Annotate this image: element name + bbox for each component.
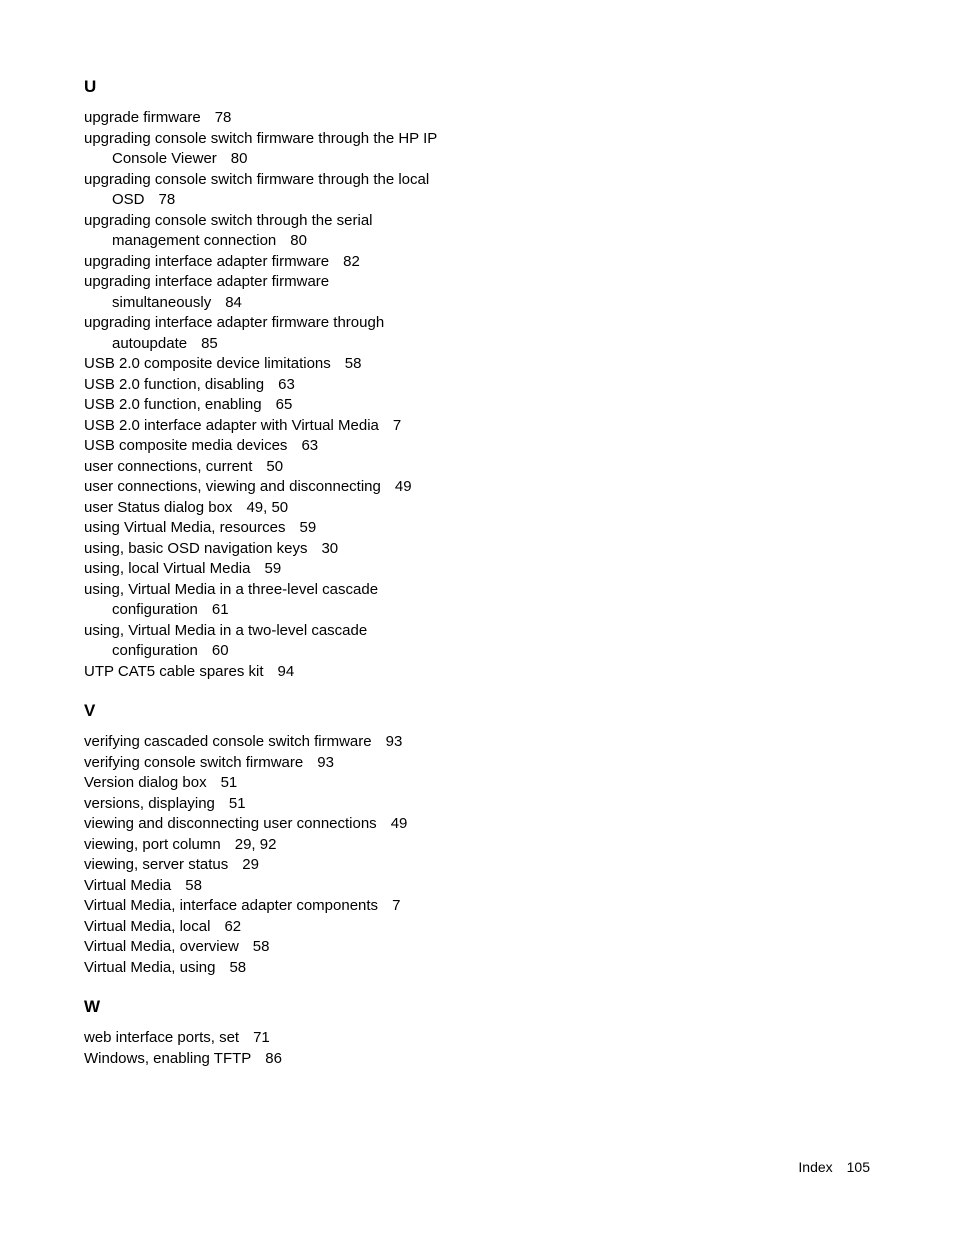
index-entry <box>84 732 464 753</box>
entry-page-ref: 58 <box>344 355 362 372</box>
index-entry <box>84 211 464 252</box>
entry-page-ref: 86 <box>265 1049 282 1067</box>
entry-page-ref: 50 <box>266 457 284 475</box>
entry-page-ref: 60 <box>211 642 229 659</box>
entry-page-ref: 93 <box>385 733 403 750</box>
entry-text: web interface ports, set <box>84 1029 240 1046</box>
entry-text: upgrading interface adapter firmware through <box>84 314 385 331</box>
entry-text: versions, displaying <box>84 794 215 812</box>
entry-page-ref: 59 <box>264 560 282 577</box>
entry-text: viewing, port column <box>84 835 221 853</box>
entry-line <box>84 375 464 396</box>
entry-line <box>84 211 464 232</box>
entry-line <box>84 272 464 293</box>
entry-line <box>84 917 464 938</box>
section-letter: U <box>84 77 97 96</box>
index-entry <box>84 1028 464 1049</box>
entry-text: USB 2.0 composite device limitations <box>84 355 331 372</box>
index-entry <box>84 855 464 876</box>
entry-text: verifying console switch firmware <box>84 753 304 771</box>
entry-text: upgrading interface adapter firmware <box>84 273 330 290</box>
entry-page-ref: 58 <box>252 938 270 955</box>
entry-text: UTP CAT5 cable spares kit <box>84 662 264 680</box>
index-entry <box>84 498 464 519</box>
entry-text: upgrading console switch through the serial <box>84 211 373 229</box>
entry-text: USB composite media devices <box>84 437 288 454</box>
index-entry <box>84 108 464 129</box>
entry-continuation-line <box>84 149 464 170</box>
entry-line <box>84 732 464 753</box>
index-column <box>84 76 464 1069</box>
index-entry <box>84 354 464 375</box>
index-entry <box>84 252 464 273</box>
index-section <box>84 996 464 1069</box>
entry-continuation-line <box>84 641 464 662</box>
entry-continuation-line <box>84 190 464 211</box>
entry-page-ref: 49 <box>394 478 412 495</box>
entry-page-ref: 82 <box>343 252 360 270</box>
entry-text: Virtual Media <box>84 876 172 894</box>
entry-text: USB 2.0 function, disabling <box>84 375 265 393</box>
entry-text: Virtual Media, interface adapter components <box>84 897 379 914</box>
entry-text: using, basic OSD navigation keys <box>84 539 308 557</box>
index-entry <box>84 814 464 835</box>
entry-continuation-line <box>84 334 464 355</box>
entry-line <box>84 662 464 683</box>
entry-line <box>84 457 464 478</box>
entry-line <box>84 1028 464 1049</box>
entry-page-ref: 59 <box>299 519 317 536</box>
entry-text: user connections, viewing and disconnecting <box>84 478 381 495</box>
entry-text: Console Viewer <box>112 150 217 167</box>
entry-continuation-line <box>84 231 464 252</box>
index-entry <box>84 917 464 938</box>
entry-page-ref: 85 <box>201 334 218 352</box>
entry-text: configuration <box>112 601 198 618</box>
entry-line <box>84 252 464 273</box>
entry-line <box>84 313 464 334</box>
entry-text: simultaneously <box>112 293 212 311</box>
entry-page-ref: 51 <box>220 774 238 791</box>
entry-text: viewing and disconnecting user connections <box>84 815 377 832</box>
entry-line <box>84 835 464 856</box>
index-entry <box>84 958 464 979</box>
entry-page-ref: 80 <box>290 232 307 249</box>
entry-page-ref: 49 <box>390 815 408 832</box>
entry-page-ref: 58 <box>185 876 202 894</box>
index-entry <box>84 457 464 478</box>
entry-line <box>84 395 464 416</box>
index-entry <box>84 937 464 958</box>
entry-page-ref: 29 <box>242 856 259 873</box>
entry-page-ref: 63 <box>278 375 295 393</box>
entry-line <box>84 814 464 835</box>
entry-page-ref: 30 <box>321 539 339 557</box>
entry-text: Virtual Media, using <box>84 958 216 976</box>
entry-text: upgrading console switch firmware through the local <box>84 170 430 188</box>
footer-label: Index <box>798 1159 833 1175</box>
entry-text: Virtual Media, local <box>84 917 211 935</box>
entry-text: USB 2.0 interface adapter with Virtual Media <box>84 416 379 434</box>
index-entry <box>84 272 464 313</box>
footer-page-number: 105 <box>846 1159 870 1175</box>
entry-page-ref: 84 <box>225 293 242 311</box>
section-letter: V <box>84 701 96 720</box>
entry-line <box>84 108 464 129</box>
entry-text: Virtual Media, overview <box>84 938 239 955</box>
index-entry <box>84 773 464 794</box>
index-entry <box>84 395 464 416</box>
entry-line <box>84 518 464 539</box>
entry-page-ref: 80 <box>230 150 248 167</box>
entry-text: using Virtual Media, resources <box>84 519 286 536</box>
entry-line <box>84 477 464 498</box>
entry-text: upgrading console switch firmware through the HP IP <box>84 129 438 147</box>
index-entry <box>84 539 464 560</box>
entry-page-ref: 7 <box>392 897 401 914</box>
page-footer <box>798 1157 870 1177</box>
entry-text: Version dialog box <box>84 774 207 791</box>
entry-text: using, local Virtual Media <box>84 560 251 577</box>
entry-text: management connection <box>112 232 277 249</box>
entry-line <box>84 773 464 794</box>
index-entry <box>84 580 464 621</box>
section-letter: W <box>84 997 101 1016</box>
index-section <box>84 76 464 682</box>
entry-page-ref: 78 <box>158 191 176 208</box>
entry-line <box>84 416 464 437</box>
entry-text: viewing, server status <box>84 856 229 873</box>
entry-line <box>84 621 464 642</box>
entry-text: Windows, enabling TFTP <box>84 1049 252 1067</box>
index-entry <box>84 170 464 211</box>
index-entry <box>84 662 464 683</box>
index-entry <box>84 559 464 580</box>
index-entry <box>84 129 464 170</box>
entry-line <box>84 580 464 601</box>
index-entry <box>84 518 464 539</box>
entry-text: OSD <box>112 191 145 208</box>
entry-page-ref: 71 <box>253 1029 270 1046</box>
entry-line <box>84 958 464 979</box>
entry-line <box>84 1049 464 1070</box>
entry-page-ref: 58 <box>229 958 247 976</box>
entry-page-ref: 94 <box>277 662 295 680</box>
entry-page-ref: 93 <box>317 753 334 771</box>
entry-line <box>84 436 464 457</box>
entry-line <box>84 855 464 876</box>
entry-text: USB 2.0 function, enabling <box>84 396 262 413</box>
entry-line <box>84 539 464 560</box>
index-entry <box>84 835 464 856</box>
entry-text: user Status dialog box <box>84 498 233 516</box>
entry-page-ref: 49, 50 <box>246 498 289 516</box>
entry-text: using, Virtual Media in a three-level cascade <box>84 580 379 598</box>
index-entry <box>84 896 464 917</box>
entry-text: autoupdate <box>112 334 188 352</box>
index-section <box>84 700 464 978</box>
entry-page-ref: 78 <box>214 109 232 126</box>
entry-line <box>84 559 464 580</box>
entry-line <box>84 354 464 375</box>
index-entry <box>84 1049 464 1070</box>
entry-line <box>84 896 464 917</box>
entry-text: verifying cascaded console switch firmware <box>84 733 372 750</box>
entry-continuation-line <box>84 293 464 314</box>
entry-page-ref: 61 <box>211 601 229 618</box>
index-entry <box>84 753 464 774</box>
entry-text: upgrading interface adapter firmware <box>84 252 330 270</box>
entry-page-ref: 62 <box>224 917 242 935</box>
entry-line <box>84 498 464 519</box>
entry-line <box>84 753 464 774</box>
entry-text: upgrade firmware <box>84 109 201 126</box>
entry-text: using, Virtual Media in a two-level cascade <box>84 621 368 639</box>
index-entry <box>84 416 464 437</box>
entry-line <box>84 876 464 897</box>
entry-text: user connections, current <box>84 457 253 475</box>
index-entry <box>84 621 464 662</box>
entry-page-ref: 29, 92 <box>234 835 277 853</box>
index-entry <box>84 436 464 457</box>
entry-line <box>84 129 464 150</box>
index-entry <box>84 794 464 815</box>
entry-page-ref: 65 <box>275 396 293 413</box>
index-entry <box>84 876 464 897</box>
entry-page-ref: 7 <box>392 416 402 434</box>
index-entry <box>84 477 464 498</box>
entry-line <box>84 794 464 815</box>
entry-page-ref: 51 <box>228 794 246 812</box>
entry-text: configuration <box>112 642 198 659</box>
entry-line <box>84 937 464 958</box>
entry-line <box>84 170 464 191</box>
index-entry <box>84 375 464 396</box>
entry-page-ref: 63 <box>301 437 319 454</box>
index-entry <box>84 313 464 354</box>
entry-continuation-line <box>84 600 464 621</box>
